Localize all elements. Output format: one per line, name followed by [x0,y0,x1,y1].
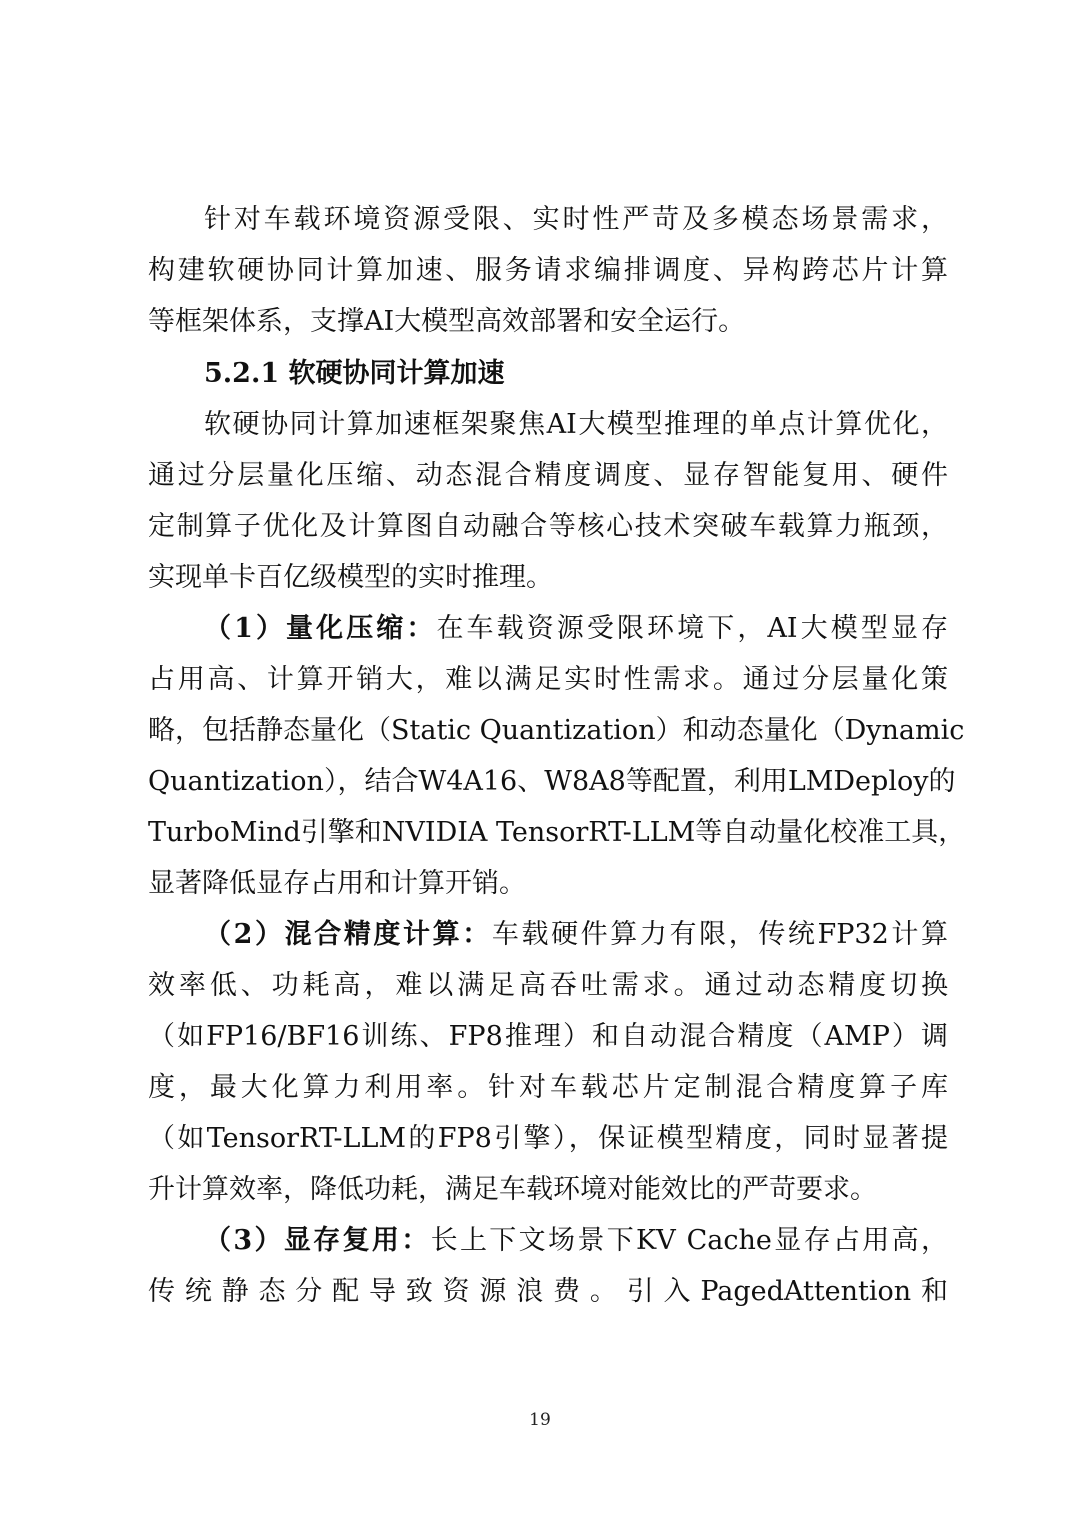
item3-label: （3）显存复用： [204,1225,431,1256]
item1-line-6: 显著降低显存占用和计算开销。 [148,868,526,899]
item3-line-2: 传统静态分配导致资源浪费。引入PagedAttention和 [148,1276,948,1307]
item1-first-line [204,607,948,651]
item1-line-3: 略，包括静态量化（Static Quantization）和动态量化（Dynamic [148,715,965,746]
para1-line-4: 实现单卡百亿级模型的实时推理。 [148,562,553,593]
intro-line-1: 针对车载环境资源受限、实时性严苛及多模态场景需求， [204,204,948,235]
intro-line-2: 构建软硬协同计算加速、服务请求编排调度、异构跨芯片计算 [148,255,948,286]
item1-line-4: Quantization），结合W4A16、W8A8等配置，利用LMDeploy的 [148,766,956,797]
section-heading: 5.2.1 软硬协同计算加速 [204,358,505,389]
item1-line-2: 占用高、计算开销大，难以满足实时性需求。通过分层量化策 [148,664,948,695]
item2-line-3: （如FP16/BF16训练、FP8推理）和自动混合精度（AMP）调 [148,1021,948,1052]
item1-line-5: TurboMind引擎和NVIDIA TensorRT-LLM等自动量化校准工具， [148,817,966,848]
item2-first-rest: 车载硬件算力有限，传统FP32计算 [491,919,948,950]
item3-first-rest: 长上下文场景下KV Cache显存占用高， [430,1225,948,1256]
item2-line-6: 升计算效率，降低功耗，满足车载环境对能效比的严苛要求。 [148,1174,877,1205]
intro-line-3: 等框架体系，支撑AI大模型高效部署和安全运行。 [148,306,746,337]
item1-first-rest: 在车载资源受限环境下，AI大模型显存 [436,613,948,644]
para1-line-1: 软硬协同计算加速框架聚焦AI大模型推理的单点计算优化， [204,409,948,440]
item2-line-2: 效率低、功耗高，难以满足高吞吐需求。通过动态精度切换 [148,970,948,1001]
item2-first-line [204,913,948,957]
para1-line-2: 通过分层量化压缩、动态混合精度调度、显存智能复用、硬件 [148,460,948,491]
para1-line-3: 定制算子优化及计算图自动融合等核心技术突破车载算力瓶颈， [148,511,948,542]
item2-label: （2）混合精度计算： [204,919,492,950]
page-number: 19 [529,1410,551,1430]
item3-first-line [204,1219,948,1263]
item2-line-5: （如TensorRT-LLM的FP8引擎），保证模型精度，同时显著提 [148,1123,948,1154]
item2-line-4: 度，最大化算力利用率。针对车载芯片定制混合精度算子库 [148,1072,948,1103]
item1-label: （1）量化压缩： [204,613,437,644]
